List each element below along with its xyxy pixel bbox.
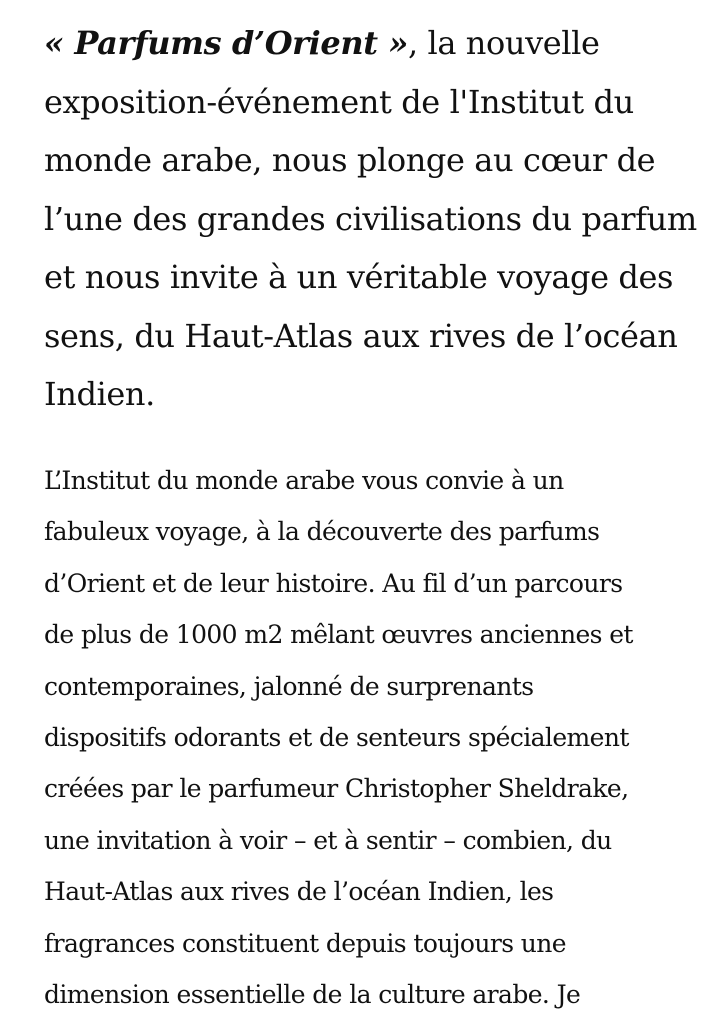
body-line-5: contemporaines, jalonné de surprenants <box>44 671 534 701</box>
body-line-9: Haut-Atlas aux rives de l’océan Indien, les <box>44 877 554 907</box>
body-line-1: L’Institut du monde arabe vous convie à un <box>44 466 564 495</box>
lead-line-7: Indien. <box>44 375 155 413</box>
exhibition-title <box>44 24 408 62</box>
lead-line-4: l’une des grandes civilisations du parfum <box>44 199 697 238</box>
article <box>44 14 697 1010</box>
body-line-3: d’Orient et de leur histoire. Au fil d’un parcours <box>44 568 623 598</box>
lead-line-3: monde arabe, nous plonge au cœur de <box>44 141 656 179</box>
body-line-10: fragrances constituent depuis toujours une <box>44 928 567 958</box>
exhibition-title-text: Parfums d’Orient <box>74 24 378 62</box>
body-paragraph <box>44 455 633 1020</box>
lead-line-5: et nous invite à un véritable voyage des <box>44 258 674 296</box>
lead-paragraph <box>44 14 697 424</box>
quote-open: « <box>44 24 75 62</box>
lead-line-1-rest: , la nouvelle <box>407 24 600 62</box>
body-line-11: dimension essentielle de la culture arabe. Je <box>44 980 581 1010</box>
lead-line-1 <box>44 14 684 73</box>
lead-line-6: sens, du Haut-Atlas aux rives de l’océan <box>44 316 678 355</box>
body-line-2: fabuleux voyage, à la découverte des parfums <box>44 517 600 547</box>
quote-close: » <box>377 24 408 62</box>
body-line-7: créées par le parfumeur Christopher Sheldrake, <box>44 774 629 804</box>
lead-line-2: exposition-événement de l'Institut du <box>44 82 634 121</box>
body-line-8: une invitation à voir – et à sentir – combien, du <box>44 825 612 855</box>
body-line-6: dispositifs odorants et de senteurs spécialement <box>44 723 629 753</box>
body-line-4: de plus de 1000 m2 mêlant œuvres anciennes et <box>44 620 633 650</box>
